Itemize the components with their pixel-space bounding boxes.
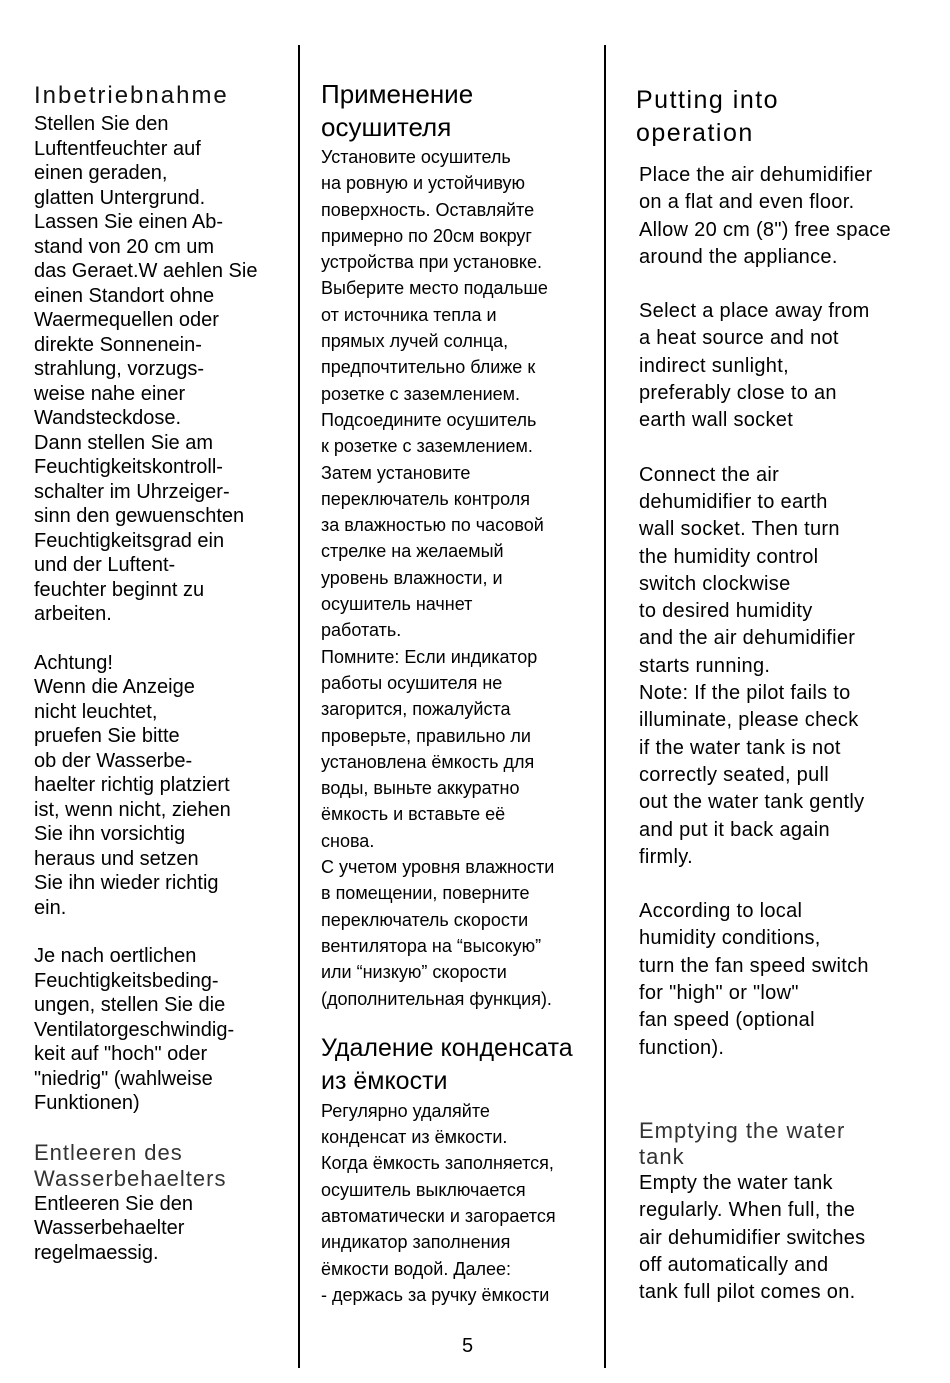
russian-para-usage <box>321 144 603 1012</box>
german-para-setup <box>34 112 296 627</box>
text-line: Затем установите <box>321 462 471 483</box>
text-line: function). <box>639 1036 725 1059</box>
text-line: nicht leuchtet, <box>34 700 158 723</box>
text-line: Помните: Если индикатор <box>321 646 538 667</box>
text-line: Wasserbehaelters <box>34 1165 227 1191</box>
text-line: for "high" or "low" <box>639 982 799 1005</box>
text-line: Применение <box>321 79 474 109</box>
text-line: haelter richtig platziert <box>34 774 230 796</box>
text-line: on a flat and even floor. <box>639 191 855 214</box>
text-line: поверхность. Оставляйте <box>321 199 535 220</box>
german-column <box>34 82 296 1265</box>
text-line: переключатель скорости <box>321 909 529 930</box>
text-line: dehumidifier to earth <box>639 490 828 513</box>
text-line: ёмкости водой. Далее: <box>321 1258 512 1279</box>
text-line: switch clockwise <box>639 572 791 595</box>
text-line: работы осушителя не <box>321 672 503 693</box>
german-para-fan-speed <box>34 944 296 1116</box>
text-line: примерно по 20см вокруг <box>321 225 532 246</box>
text-line: или “низкую” скорости <box>321 962 507 983</box>
text-line: tank <box>639 1143 685 1169</box>
text-line: Feuchtigkeitsbeding- <box>34 969 219 992</box>
text-line: regularly. When full, the <box>639 1199 856 1222</box>
text-line: Регулярно удаляйте <box>321 1100 490 1121</box>
text-line: работать. <box>321 620 402 641</box>
text-line: к розетке с заземлением. <box>321 436 533 457</box>
text-line: осушитель выключается <box>321 1179 526 1200</box>
text-line: earth wall socket <box>639 409 794 432</box>
text-line: operation <box>636 119 754 147</box>
text-line: strahlung, vorzugs- <box>34 358 205 380</box>
russian-heading-usage <box>321 78 603 144</box>
text-line: осушителя <box>321 112 452 142</box>
text-line: humidity conditions, <box>639 927 821 950</box>
german-para-warning <box>34 651 296 921</box>
text-line: розетке с заземлением. <box>321 383 521 404</box>
text-line: direkte Sonnenein- <box>34 333 202 356</box>
english-para-placement <box>636 162 942 271</box>
text-line: Allow 20 cm (8") free space <box>639 218 891 241</box>
text-line: Entleeren des <box>34 1139 183 1165</box>
text-line: загорится, пожалуйста <box>321 699 511 720</box>
text-line: Entleeren Sie den <box>34 1192 194 1215</box>
text-line: stand von 20 cm um <box>34 235 215 258</box>
text-line: Подсоедините осушитель <box>321 409 537 430</box>
text-line: устройства при установке. <box>321 252 543 273</box>
column-divider-right <box>604 45 606 1368</box>
german-heading-emptying <box>34 1140 296 1192</box>
text-line: regelmaessig. <box>34 1241 159 1264</box>
text-line: автоматически и загорается <box>321 1205 556 1226</box>
text-line: Place the air dehumidifier <box>639 164 873 186</box>
text-line: Wasserbehaelter <box>34 1217 185 1239</box>
text-line: индикатор заполнения <box>321 1232 511 1253</box>
text-line: Stellen Sie den <box>34 113 169 135</box>
text-line: das Geraet.W aehlen Sie <box>34 260 258 282</box>
text-line: Putting into <box>636 86 780 114</box>
text-line: sinn den gewuenschten <box>34 505 245 527</box>
text-line: Sie ihn wieder richtig <box>34 872 219 894</box>
text-line: Select a place away from <box>639 300 870 323</box>
text-line: weise nahe einer <box>34 382 186 405</box>
text-line: glatten Untergrund. <box>34 186 206 209</box>
english-heading-operation <box>636 84 942 150</box>
text-line: and put it back again <box>639 818 830 841</box>
text-line: Wenn die Anzeige <box>34 676 195 698</box>
text-line: за влажностью по часовой <box>321 515 544 536</box>
text-line: turn the fan speed switch <box>639 954 869 977</box>
text-line: Funktionen) <box>34 1092 140 1114</box>
text-line: ob der Wasserbe- <box>34 749 193 772</box>
text-line: Установите осушитель <box>321 147 511 167</box>
text-line: - держась за ручку ёмкости <box>321 1284 550 1305</box>
text-line: keit auf "hoch" oder <box>34 1043 208 1065</box>
text-line: ein. <box>34 896 67 919</box>
text-line: schalter im Uhrzeiger- <box>34 480 230 503</box>
text-line: переключатель контроля <box>321 488 530 509</box>
text-line: to desired humidity <box>639 600 813 623</box>
text-line: воды, выньте аккуратно <box>321 778 520 799</box>
russian-heading-condensate <box>321 1032 603 1098</box>
text-line: Achtung! <box>34 651 113 674</box>
text-line: Sie ihn vorsichtig <box>34 823 186 845</box>
text-line: ist, wenn nicht, ziehen <box>34 798 231 821</box>
text-line: прямых лучей солнца, <box>321 331 509 352</box>
text-line: a heat source and not <box>639 327 839 350</box>
text-line: arbeiten. <box>34 603 112 625</box>
text-line: вентилятора на “высокую” <box>321 935 542 956</box>
text-line: Je nach oertlichen <box>34 945 197 967</box>
text-line: pruefen Sie bitte <box>34 725 180 747</box>
text-line: heraus und setzen <box>34 847 199 870</box>
text-line: the humidity control <box>639 545 819 568</box>
english-para-emptying <box>636 1170 942 1306</box>
text-line: уровень влажности, и <box>321 567 503 588</box>
text-line: в помещении, поверните <box>321 883 530 904</box>
text-line: Feuchtigkeitskontroll- <box>34 456 223 478</box>
russian-para-condensate <box>321 1098 603 1308</box>
text-line: Note: If the pilot fails to <box>639 682 851 705</box>
text-line: Feuchtigkeitsgrad ein <box>34 529 225 552</box>
text-line: einen geraden, <box>34 162 168 184</box>
english-para-location <box>636 298 942 434</box>
text-line: if the water tank is not <box>639 736 841 759</box>
text-line: einen Standort ohne <box>34 284 215 307</box>
text-line: осушитель начнет <box>321 594 473 615</box>
page-number: 5 <box>462 1335 474 1357</box>
text-line: correctly seated, pull <box>639 763 830 786</box>
text-line: According to local <box>639 900 803 923</box>
text-line: und der Luftent- <box>34 554 176 576</box>
text-line: стрелке на желаемый <box>321 541 504 562</box>
text-line: Emptying the water <box>639 1117 846 1143</box>
text-line: (дополнительная функция). <box>321 988 552 1009</box>
english-heading-emptying <box>636 1118 942 1170</box>
text-line: Dann stellen Sie am <box>34 431 213 454</box>
text-line: предпочтительно ближе к <box>321 357 536 378</box>
text-line: Wandsteckdose. <box>34 407 182 429</box>
text-line: illuminate, please check <box>639 709 859 732</box>
german-para-emptying <box>34 1192 296 1266</box>
text-line: Connect the air <box>639 463 780 486</box>
text-line: fan speed (optional <box>639 1009 815 1032</box>
text-line: проверьте, правильно ли <box>321 725 531 746</box>
text-line: снова. <box>321 830 375 851</box>
text-line: "niedrig" (wahlweise <box>34 1067 213 1090</box>
text-line: starts running. <box>639 654 771 677</box>
text-line: Lassen Sie einen Ab- <box>34 211 224 233</box>
text-line: wall socket. Then turn <box>639 518 840 541</box>
text-line: установлена ёмкость для <box>321 751 535 772</box>
text-line: and the air dehumidifier <box>639 627 856 650</box>
text-line: Waermequellen oder <box>34 309 219 331</box>
text-line: ungen, stellen Sie die <box>34 994 226 1016</box>
text-line: feuchter beginnt zu <box>34 578 205 601</box>
text-line: Выберите место подальше <box>321 278 548 299</box>
english-para-fan-speed <box>636 898 942 1062</box>
text-line: air dehumidifier switches <box>639 1226 866 1249</box>
text-line: Ventilatorgeschwindig- <box>34 1018 235 1041</box>
text-line: firmly. <box>639 845 693 868</box>
text-line: Когда ёмкость заполняется, <box>321 1153 554 1174</box>
text-line: из ёмкости <box>321 1066 448 1095</box>
english-column <box>636 84 942 1306</box>
german-heading-startup: Inbetriebnahme <box>34 82 229 109</box>
column-divider-left <box>298 45 300 1368</box>
text-line: tank full pilot comes on. <box>639 1281 856 1304</box>
text-line: out the water tank gently <box>639 791 865 814</box>
text-line: Удаление конденсата <box>321 1033 573 1062</box>
text-line: на ровную и устойчивую <box>321 173 526 194</box>
text-line: С учетом уровня влажности <box>321 857 555 878</box>
text-line: конденсат из ёмкости. <box>321 1127 508 1148</box>
text-line: от источника тепла и <box>321 304 497 325</box>
text-line: around the appliance. <box>639 245 838 268</box>
text-line: indirect sunlight, <box>639 354 789 377</box>
english-para-connect <box>636 462 942 871</box>
text-line: off automatically and <box>639 1253 829 1276</box>
text-line: Luftentfeuchter auf <box>34 137 201 160</box>
text-line: preferably close to an <box>639 382 837 405</box>
text-line: Empty the water tank <box>639 1171 833 1194</box>
text-line: ёмкость и вставьте её <box>321 804 506 825</box>
russian-column <box>321 78 603 1308</box>
